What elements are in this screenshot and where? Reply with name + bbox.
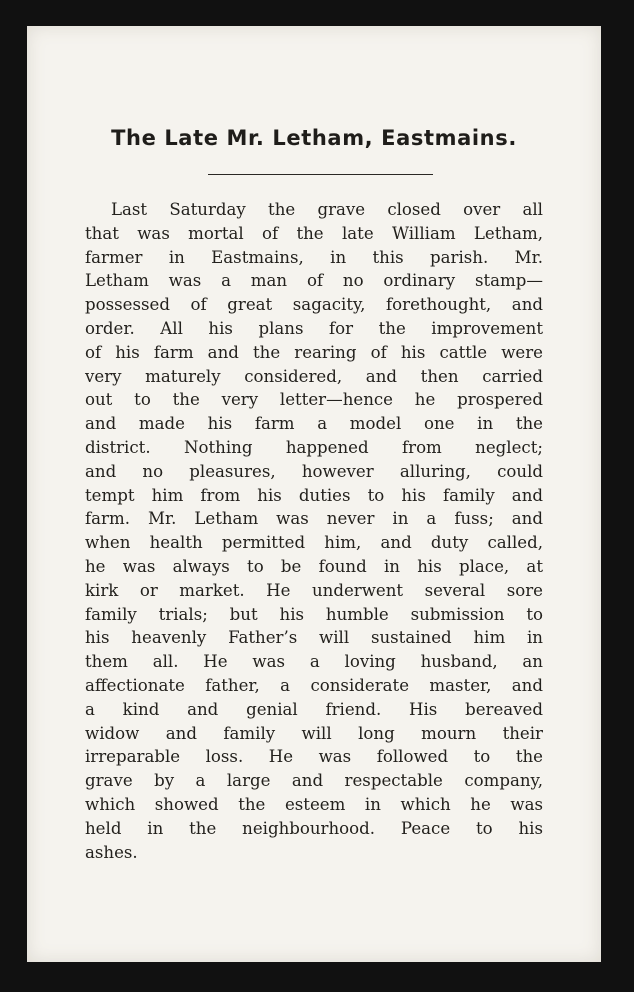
body-line: out to the very letter—hence he prospered bbox=[85, 390, 543, 410]
card-paper bbox=[27, 26, 601, 962]
body-line: of his farm and the rearing of his cattle were bbox=[85, 342, 543, 362]
body-line: when health permitted him, and duty called, bbox=[85, 533, 543, 553]
body-line: district. Nothing happened from neglect; bbox=[85, 437, 543, 457]
body-line: widow and family will long mourn their bbox=[85, 723, 543, 743]
obituary-body bbox=[85, 198, 543, 864]
body-line: family trials; but his humble submission to bbox=[85, 604, 543, 624]
body-line: his heavenly Father’s will sustained him in bbox=[85, 628, 543, 648]
body-line: grave by a large and respectable company, bbox=[85, 771, 543, 791]
body-line: irreparable loss. He was followed to the bbox=[85, 747, 543, 767]
card-title: The Late Mr. Letham, Eastmains. bbox=[111, 126, 517, 150]
body-line: very maturely considered, and then carried bbox=[85, 366, 543, 386]
body-line: held in the neighbourhood. Peace to his bbox=[85, 818, 543, 838]
body-line: order. All his plans for the improvement bbox=[85, 318, 543, 338]
body-line: which showed the esteem in which he was bbox=[85, 794, 543, 814]
body-line: Letham was a man of no ordinary stamp— bbox=[85, 271, 543, 291]
body-line: affectionate father, a considerate master, and bbox=[85, 675, 543, 695]
body-line: farm. Mr. Letham was never in a fuss; and bbox=[85, 509, 543, 529]
body-line: farmer in Eastmains, in this parish. Mr. bbox=[85, 247, 543, 267]
body-line: kirk or market. He underwent several sore bbox=[85, 580, 543, 600]
body-line: ashes. bbox=[85, 842, 138, 862]
body-line: tempt him from his duties to his family and bbox=[85, 485, 543, 505]
body-line: them all. He was a loving husband, an bbox=[85, 652, 543, 672]
body-line: and no pleasures, however alluring, could bbox=[85, 461, 543, 481]
body-line: and made his farm a model one in the bbox=[85, 414, 543, 434]
body-line: that was mortal of the late William Letham, bbox=[85, 223, 543, 243]
body-line: Last Saturday the grave closed over all bbox=[111, 200, 543, 219]
title-divider bbox=[208, 174, 433, 175]
body-line: possessed of great sagacity, forethought, and bbox=[85, 295, 543, 315]
body-line: a kind and genial friend. His bereaved bbox=[85, 699, 543, 719]
body-line: he was always to be found in his place, at bbox=[85, 556, 543, 576]
